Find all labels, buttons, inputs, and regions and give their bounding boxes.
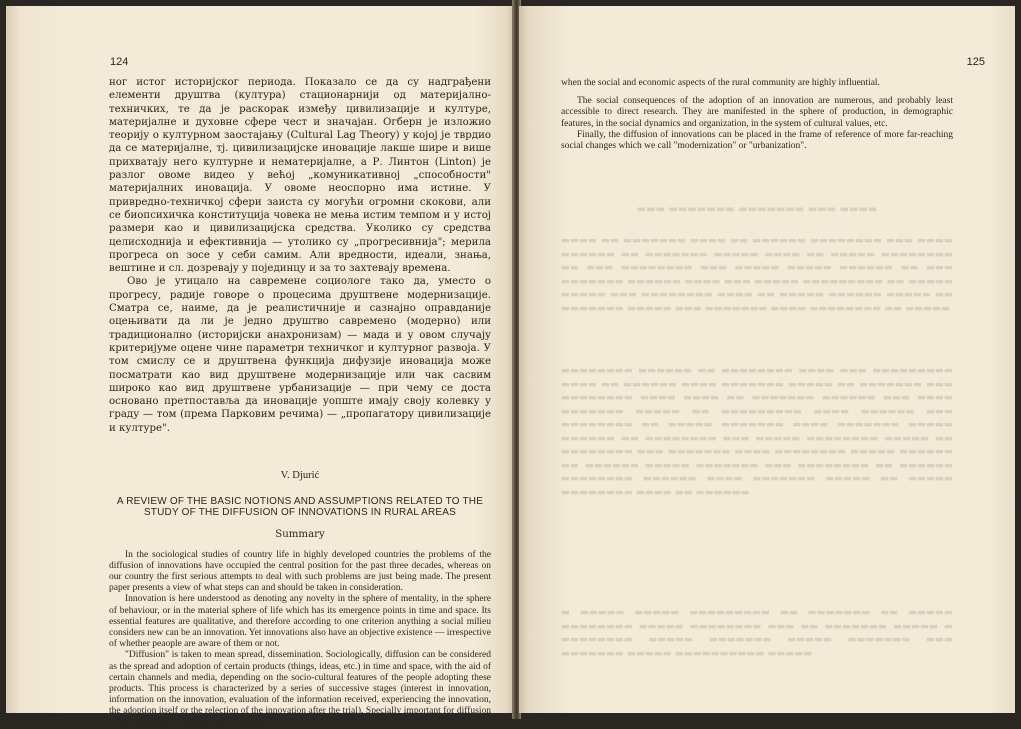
author-name: V. Djurić (280, 470, 320, 482)
bleed-through-heading: ▬▬▬ ▬▬▬▬▬▬▬ ▬▬▬▬▬▬▬ ▬▬▬ ▬▬▬▬ (636, 204, 878, 215)
summary-heading: Summary (275, 529, 325, 541)
serbian-paragraph-1: ног истог историјског периода. Показало се да су надграђени елементи друштва (културa) стационарнији од материјално-техничких, те да је раскорак између цивилизације и културе, материјалне и духовне сфере чест и значајан. Огберн је изложио теорију о културном заостајању (Cultural Lag Theory) у којој је тврдио да се материјалне, тј. цивилизацијске иновације лакше шире и више прихватају него културне и нематеријалне, а Р. Линтон (Linton) је разлог овоме видео у већој „комуникативној „способности" материјалних иновација. У овоме неоспорно има истине. У привредно-техничкој сфери заиста су могући огромни скокови, али се биопсихичка конституција човека не мења истим темпом и у истој размери као и цивилизацијска средства. Уколико су средства целисходнија и ефективнија — утолико су „прогресивнија"; мерила прогреса on зосе у себи самим. Али вредности, идеали, знања, вештине и сл. дозревају у појединцу и за то захтевају времена. (109, 77, 491, 275)
right-page (519, 6, 1015, 713)
left-text-column (109, 76, 491, 729)
english-paragraph-1: In the sociological studies of country life in highly developed countries the problems of the diffusion of innovations have occupied the central position for the past three decades, whereas on our country the first serious attempts to deal with such problems are just being made. The present paper presents a view of what steps can and should be taken in consideration. (109, 549, 491, 594)
right-text-column (561, 78, 953, 152)
bleed-through-text-1: ▬▬▬▬ ▬▬ ▬▬▬▬▬▬▬ ▬▬▬▬ ▬▬ ▬▬▬▬▬▬ ▬▬▬▬▬▬▬▬ ▬▬▬ ▬▬▬▬ ▬▬▬▬▬▬ ▬▬ ▬▬▬▬▬▬▬ ▬▬▬▬▬ ▬▬▬▬ ▬▬ ▬▬▬▬▬ ▬▬▬▬▬▬▬▬ ▬▬ ▬▬▬ ▬▬▬▬▬▬▬▬ ▬▬▬ ▬▬▬▬▬ ▬▬▬▬▬ ▬▬▬▬▬▬ ▬▬ ▬▬▬ ▬▬▬▬▬▬▬ ▬▬▬▬▬▬ ▬▬▬▬ ▬▬▬ ▬▬▬▬▬ ▬▬▬▬▬▬▬▬▬ ▬▬ ▬▬▬▬▬ ▬▬▬▬▬ ▬▬▬ ▬▬▬▬▬▬▬▬ ▬▬▬▬ ▬▬ ▬▬▬▬▬ ▬▬▬▬▬▬ ▬▬▬▬▬ ▬▬ ▬▬▬▬▬▬▬ ▬▬▬▬▬ ▬▬▬ ▬▬▬▬▬▬▬ ▬▬▬▬ ▬▬▬▬▬▬▬▬ ▬▬ ▬▬▬▬▬ (561, 235, 953, 314)
right-paragraph-1: when the social and economic aspects of the rural community are highly influential. (561, 78, 880, 88)
page-number-right: 125 (966, 56, 985, 68)
serbian-paragraph-2: Ово је утицало на савремене социологе тако да, уместо о прогресу, радије говоре о процесима друштвене модернизације. Сматра се, наиме, да је реалистичније и сазнајно оправданије оцењивати да ли је једно друштво савремено (модерно) или традиционално (историјски анахронизам) — мада и у овом случају критеријуме оцене чине параметри техничког и културног развоја. У том смислу се и друштвена функција дифузије иновација може посматрати као вид друштвене модернизације или чак сасвим широко као вид друштвене урбанизације — при чему се доста основано претпоставља да иновације уопште имају своју колевку у граду — том (према Парковим речима) — „пропагатору цивилизације и културе". (109, 276, 491, 434)
english-paragraph-2: Innovation is here understood as denoting any novelty in the sphere of mentality, in the sphere of behaviour, or in the material sphere of life which has its emergence points in time and space. Its essential features are qualitative, and therefore according to one criterion anything a social milieu considers new can be an innovation. Yet innovations also have an objective existence — irrespective of whether peaople are aware of them or not. (109, 594, 491, 650)
serbian-text (109, 76, 491, 435)
bleed-through-footnotes: ▬ ▬▬▬▬▬ ▬▬▬▬▬ ▬▬▬▬▬▬▬▬▬ ▬▬ ▬▬▬▬▬▬▬ ▬▬ ▬▬▬▬▬ ▬▬▬▬▬▬▬▬ ▬▬▬▬▬ ▬▬▬▬▬▬▬▬ ▬▬▬ ▬▬ ▬▬▬▬▬▬▬ ▬▬▬▬▬ ▬ ▬▬▬▬▬▬▬▬ ▬▬▬▬▬ ▬▬▬▬▬▬▬ ▬▬▬▬▬ ▬▬▬▬▬▬▬ ▬▬▬ ▬▬▬▬▬▬▬ ▬▬▬▬▬ ▬▬▬▬▬▬▬▬▬▬ ▬▬▬▬▬ (561, 607, 953, 659)
english-paragraph-3: "Diffusion" is taken to mean spread, dissemination. Sociologically, diffusion can be considered as the spread and adoption of certain products (things, ideas, etc.) in time and space, with the aid of certain channels and media, depending on the socio-cultural features of the people adopting these products. This process is characterized by a series of successive stages (interest in innovation, information on the innovation, evaluation of the information received, experiencing the innovation, the adoption itself or the relection of the innovation after the trial). Specially important for diffusion are the stages of information and adoption, (109, 650, 491, 728)
bleed-through-text-2: ▬▬▬▬▬▬▬▬ ▬▬▬▬▬▬ ▬▬ ▬▬▬▬▬▬▬▬ ▬▬▬▬ ▬▬▬ ▬▬▬▬▬▬▬▬▬ ▬▬▬▬ ▬▬ ▬▬▬▬▬▬ ▬▬▬▬ ▬▬▬▬▬▬▬ ▬▬▬▬▬ ▬▬ ▬▬▬▬▬▬▬ ▬▬▬ ▬▬▬▬▬▬▬▬ ▬▬▬▬ ▬▬▬▬ ▬▬ ▬▬▬▬▬▬▬ ▬▬▬▬▬▬ ▬▬▬ ▬▬▬▬ ▬▬▬▬▬▬▬ ▬▬▬▬▬ ▬▬ ▬▬▬▬▬▬▬▬▬ ▬▬▬▬ ▬▬▬▬▬▬ ▬▬▬ ▬▬▬▬▬▬▬▬ ▬▬ ▬▬▬▬▬ ▬▬▬▬▬▬▬ ▬▬▬▬ ▬▬▬▬▬▬▬ ▬▬▬▬▬ ▬▬▬▬▬▬ ▬▬ ▬▬▬▬▬▬▬▬ ▬▬▬ ▬▬▬▬▬ ▬▬▬▬▬▬▬▬ ▬▬▬▬▬ ▬▬ ▬▬▬▬▬▬▬▬ ▬▬▬ ▬▬▬▬▬▬▬ ▬▬▬▬ ▬▬▬▬▬▬▬▬ ▬▬▬▬▬ ▬▬▬▬▬▬ ▬▬ ▬▬▬▬▬▬ ▬▬▬▬▬ ▬▬▬▬▬▬▬ ▬▬▬ ▬▬▬▬▬▬▬▬ ▬▬ ▬▬▬▬▬▬ ▬▬▬▬▬▬▬▬ ▬▬▬▬▬▬ ▬▬▬▬ ▬▬▬▬▬▬▬ ▬▬▬▬▬ ▬▬ ▬▬▬▬▬ ▬▬▬▬▬▬▬▬ ▬▬▬▬ ▬▬ ▬▬▬▬▬▬ (561, 365, 953, 498)
english-title: A REVIEW OF THE BASIC NOTIONS AND ASSUMPTIONS RELATED TO THE STUDY OF THE DIFFUSION OF INNOVATIONS IN RURAL AREAS (116, 496, 484, 519)
right-paragraph-2: The social consequences of the adoption of an innovation are numerous, and probably least accessible to direct research. They are manifested in the sphere of production, in demographic features, in the social dynamics and organization, in the system of cultural values, etc. (561, 96, 953, 129)
right-paragraph-3: Finally, the diffusion of innovations can be placed in the frame of reference of more far-reaching social changes which we call "modernization" or "urbanization". (561, 129, 953, 152)
english-summary (109, 550, 491, 729)
page-number-left: 124 (110, 56, 129, 68)
left-page (6, 6, 514, 728)
